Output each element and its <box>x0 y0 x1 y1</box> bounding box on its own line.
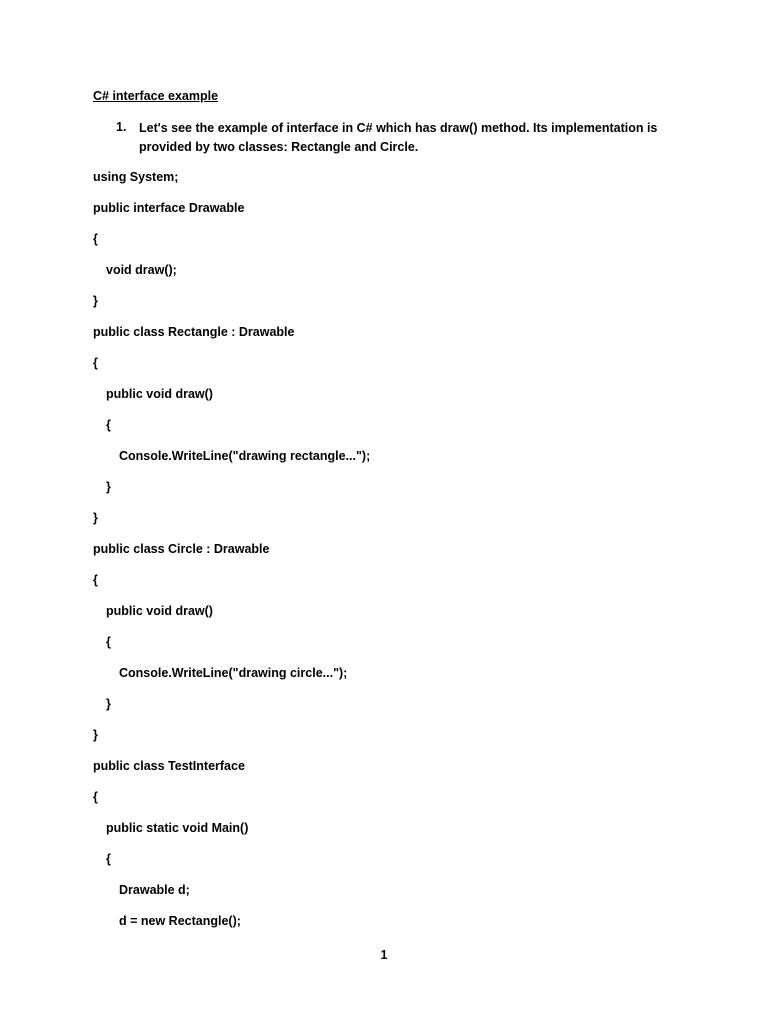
code-line: { <box>93 356 98 370</box>
document-title: C# interface example <box>93 89 219 103</box>
code-line: } <box>93 728 98 742</box>
code-line: } <box>93 511 98 525</box>
page-number: 1 <box>380 948 388 962</box>
code-line: } <box>106 480 111 494</box>
code-line: public class TestInterface <box>93 759 245 773</box>
code-line: { <box>106 635 111 649</box>
code-line: public static void Main() <box>106 821 249 835</box>
code-line: { <box>106 418 111 432</box>
code-line: } <box>93 294 98 308</box>
code-line: { <box>93 790 98 804</box>
list-item-text: Let's see the example of interface in C# which has draw() method. Its implementation is provided by two classes: Rectangle and Circle. <box>139 121 658 154</box>
code-line: { <box>93 573 98 587</box>
code-line: void draw(); <box>106 263 177 277</box>
code-line: Console.WriteLine("drawing circle..."); <box>119 666 348 680</box>
code-line: { <box>93 232 98 246</box>
code-line: public void draw() <box>106 604 213 618</box>
code-line: using System; <box>93 170 179 184</box>
code-line: { <box>106 852 111 866</box>
code-line: Console.WriteLine("drawing rectangle..."); <box>119 449 371 463</box>
code-line: public class Circle : Drawable <box>93 542 270 556</box>
code-line: public interface Drawable <box>93 201 245 215</box>
code-line: } <box>106 697 111 711</box>
code-line: d = new Rectangle(); <box>119 914 241 928</box>
code-line: public class Rectangle : Drawable <box>93 325 295 339</box>
list-item-number: 1. <box>116 120 127 134</box>
code-line: public void draw() <box>106 387 213 401</box>
code-line: Drawable d; <box>119 883 190 897</box>
